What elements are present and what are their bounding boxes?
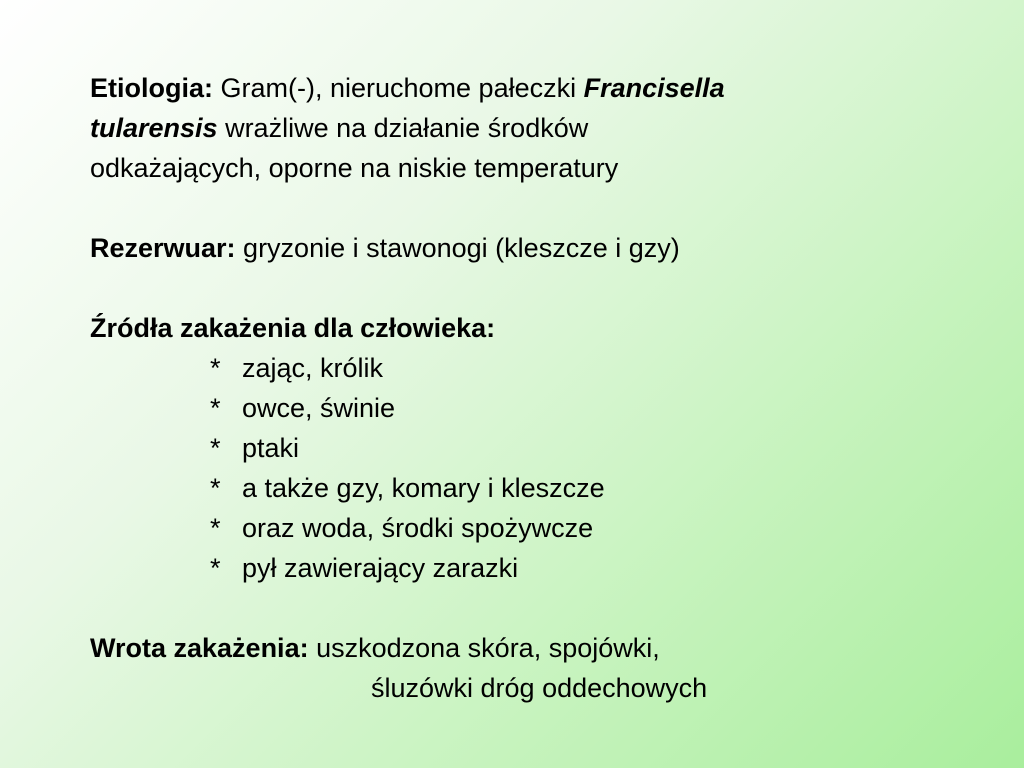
sources-heading: Źródła zakażenia dla człowieka: [90, 313, 496, 343]
reservoir-text: gryzonie i stawonogi (kleszcze i gzy) [235, 233, 680, 263]
entry-text-1: uszkodzona skóra, spojówki, [308, 633, 660, 663]
species-genus: Francisella [583, 73, 725, 103]
bullet-star: * [210, 553, 221, 583]
source-item-text: a także gzy, komary i kleszcze [242, 473, 605, 503]
etiology-text-2: wrażliwe na działanie środków [217, 113, 589, 143]
source-item [90, 468, 990, 508]
etiology-line-3: odkażających, oporne na niskie temperatury [90, 153, 619, 183]
source-item [90, 548, 990, 588]
bullet-star: * [210, 353, 221, 383]
source-item-text: zając, królik [242, 353, 384, 383]
source-item-text: owce, świnie [242, 393, 396, 423]
bullet-star: * [210, 433, 221, 463]
entry-label: Wrota zakażenia: [90, 633, 309, 663]
spacer [90, 268, 990, 308]
etiology-line-1 [90, 68, 990, 108]
etiology-label: Etiologia: [90, 73, 213, 103]
source-item-text: ptaki [242, 433, 300, 463]
spacer [90, 188, 990, 228]
source-item [90, 348, 990, 388]
reservoir-label: Rezerwuar: [90, 233, 236, 263]
spacer [90, 588, 990, 628]
source-item-text: pył zawierający zarazki [242, 553, 519, 583]
bullet-star: * [210, 393, 221, 423]
source-item [90, 508, 990, 548]
species-epithet: tularensis [90, 113, 218, 143]
etiology-line-2 [90, 108, 990, 148]
bullet-star: * [210, 513, 221, 543]
source-item [90, 428, 990, 468]
etiology-text-1: Gram(-), nieruchome pałeczki [213, 73, 584, 103]
bullet-star: * [210, 473, 221, 503]
entry-line-2: śluzówki dróg oddechowych [371, 673, 708, 703]
entry-line-1 [90, 628, 990, 668]
reservoir-line [90, 228, 990, 268]
source-item [90, 388, 990, 428]
slide-content [90, 68, 990, 708]
source-item-text: oraz woda, środki spożywcze [242, 513, 594, 543]
